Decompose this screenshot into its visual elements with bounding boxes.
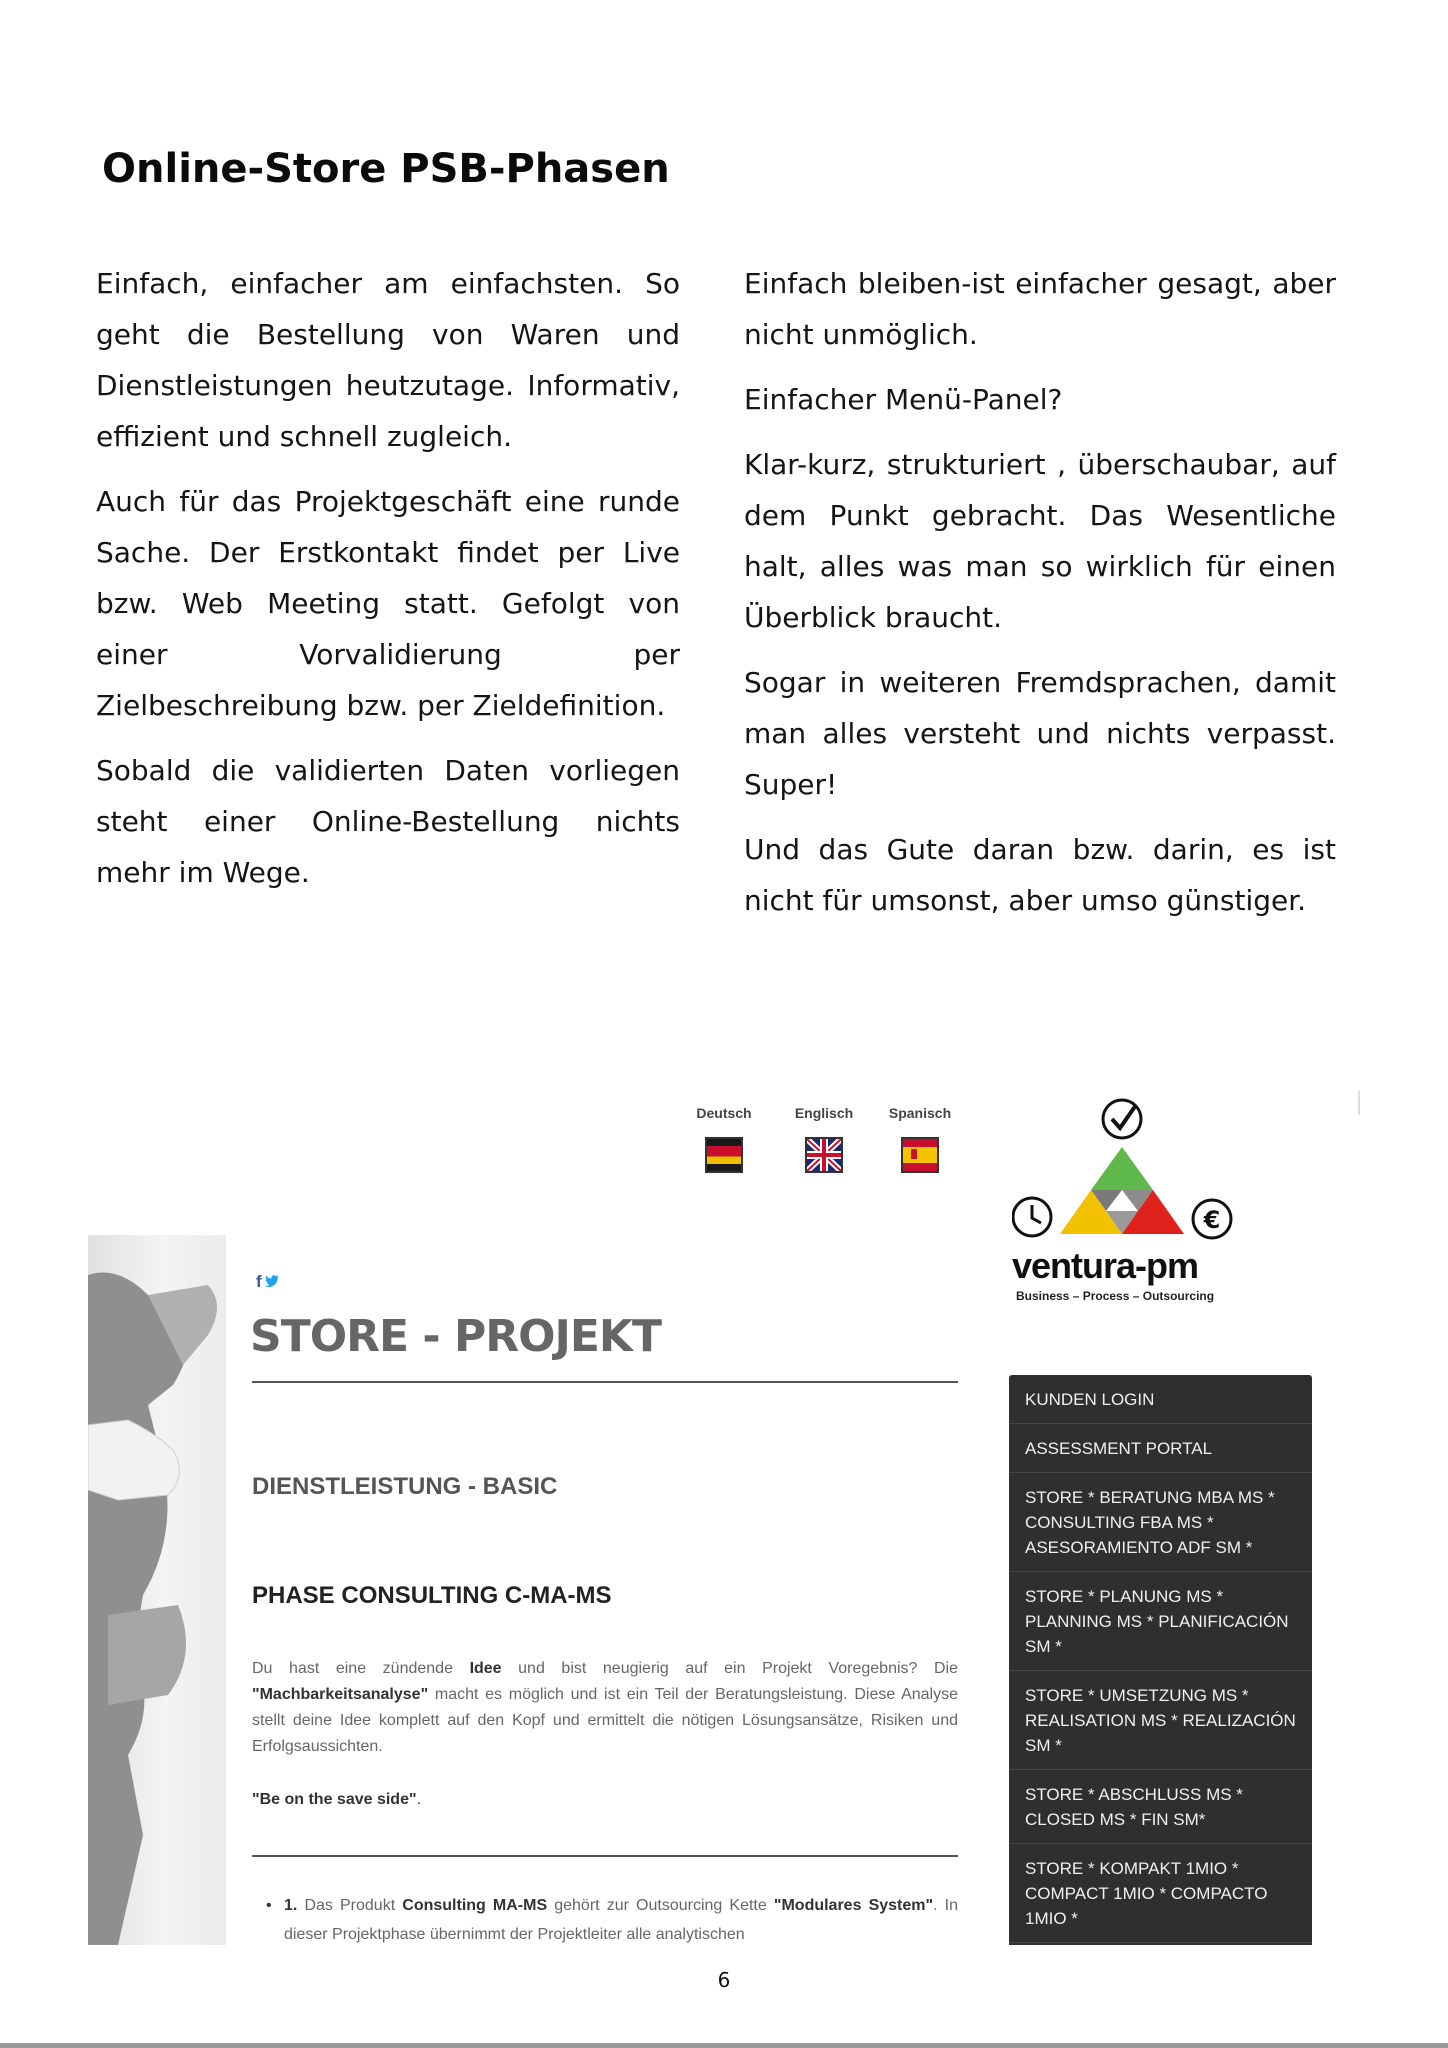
menu-item-store-abschluss[interactable]: STORE * ABSCHLUSS MS * CLOSED MS * FIN SM* [1009,1770,1312,1844]
text-span: Das Produkt [297,1897,403,1914]
text-span: und bist neugierig auf ein Projekt Voregebnis? Die [501,1660,959,1677]
bold-text: "Be on the save side" [252,1791,417,1808]
logo-wordmark: ventura-pm [1012,1245,1199,1286]
flag-uk-icon[interactable] [805,1137,843,1173]
language-german[interactable] [684,1105,764,1173]
left-text-column [96,258,680,912]
page-number: 6 [717,1968,731,1992]
phase-heading: PHASE CONSULTING C-MA-MS [252,1582,612,1609]
company-logo[interactable] [1012,1097,1272,1303]
right-text-column [744,258,1336,940]
language-label: Deutsch [696,1105,752,1121]
text-span: . In dieser Projektphase übernimmt der Projektleiter alle analytischen [284,1897,958,1943]
flag-spain-icon[interactable] [901,1137,939,1173]
bold-text: "Modulares System" [773,1897,934,1914]
checkmark-icon [1103,1100,1141,1138]
text-span: Du hast eine zündende [252,1660,470,1677]
paragraph: Sogar in weiteren Fremdsprachen, damit man alles versteht und nichts verpasst. Super! [744,666,1336,801]
list-number: 1. [284,1897,298,1914]
bold-text: "Machbarkeitsanalyse" [252,1686,429,1703]
person-image [88,1235,226,1945]
bold-text: Idee [469,1660,502,1677]
paragraph: Und das Gute daran bzw. darin, es ist nicht für umsonst, aber umso günstiger. [744,833,1336,917]
menu-item-store-umsetzung[interactable]: STORE * UMSETZUNG MS * REALISATION MS * REALIZACIÓN SM * [1009,1671,1312,1770]
text-span: macht es möglich und ist ein Teil der Beratungsleistung. Diese Analyse stellt deine Idee komplett auf den Kopf und ermittelt die nötigen Lösungsansätze, Risiken und Erfolgsaussichten. [252,1686,958,1755]
menu-item-assessment-portal[interactable]: ASSESSMENT PORTAL [1009,1424,1312,1473]
menu-item-store-kompakt[interactable]: STORE * KOMPAKT 1MIO * COMPACT 1MIO * COMPACTO 1MIO * [1009,1844,1312,1943]
twitter-icon[interactable] [265,1272,279,1291]
social-links [256,1272,279,1292]
screenshot-edge [1358,1091,1360,1115]
list-item [284,1891,958,1945]
paragraph: Klar-kurz, strukturiert , überschaubar, auf dem Punkt gebracht. Das Wesentliche halt, alles was man so wirklich für einen Überblick braucht. [744,448,1336,634]
paragraph: Einfach bleiben-ist einfacher gesagt, aber nicht unmöglich. [744,267,1336,351]
paragraph: Einfacher Menü-Panel? [744,383,1063,416]
paragraph: Auch für das Projektgeschäft eine runde Sache. Der Erstkontakt findet per Live bzw. Web Meeting statt. Gefolgt von einer Vorvalidierung per Zielbeschreibung bzw. per Zieldefinition. [96,485,680,722]
language-label: Englisch [794,1105,854,1121]
website-screenshot [88,1085,1360,1945]
motto [252,1791,421,1809]
text-span: gehört zur Outsourcing Kette [547,1897,774,1914]
divider [252,1381,958,1383]
logo-tagline: Business – Process – Outsourcing [1016,1289,1215,1303]
menu-item-kunden-login[interactable]: KUNDEN LOGIN [1009,1375,1312,1424]
paragraph: Sobald die validierten Daten vorliegen steht einer Online-Bestellung nichts mehr im Wege. [96,754,680,889]
language-english[interactable] [784,1105,864,1173]
menu-item-store-beratung[interactable]: STORE * BERATUNG MBA MS * CONSULTING FBA MS * ASESORAMIENTO ADF SM * [1009,1473,1312,1572]
side-menu [1009,1375,1312,1945]
language-spanish[interactable] [880,1105,960,1173]
divider [252,1855,958,1857]
clock-icon [1013,1198,1051,1236]
svg-text:€: € [1203,1206,1221,1234]
language-label: Spanisch [888,1105,952,1121]
store-title: STORE - PROJEKT [250,1311,662,1362]
menu-item-store-planung[interactable]: STORE * PLANUNG MS * PLANNING MS * PLANIFICACIÓN SM * [1009,1572,1312,1671]
text-span: . [416,1791,422,1808]
intro-paragraph [252,1656,958,1760]
page-heading: Online-Store PSB-Phasen [102,146,670,192]
bottom-bar [0,2043,1448,2048]
bold-text: Consulting MA-MS [402,1897,548,1914]
euro-icon [1193,1200,1231,1238]
service-heading: DIENSTLEISTUNG - BASIC [252,1473,558,1500]
facebook-icon[interactable]: f [256,1272,262,1291]
triangle-icon [1060,1147,1184,1234]
flag-germany-icon[interactable] [705,1137,743,1173]
paragraph: Einfach, einfacher am einfachsten. So geht die Bestellung von Waren und Dienstleistungen heutzutage. Informativ, effizient und schnell zugleich. [96,267,680,453]
